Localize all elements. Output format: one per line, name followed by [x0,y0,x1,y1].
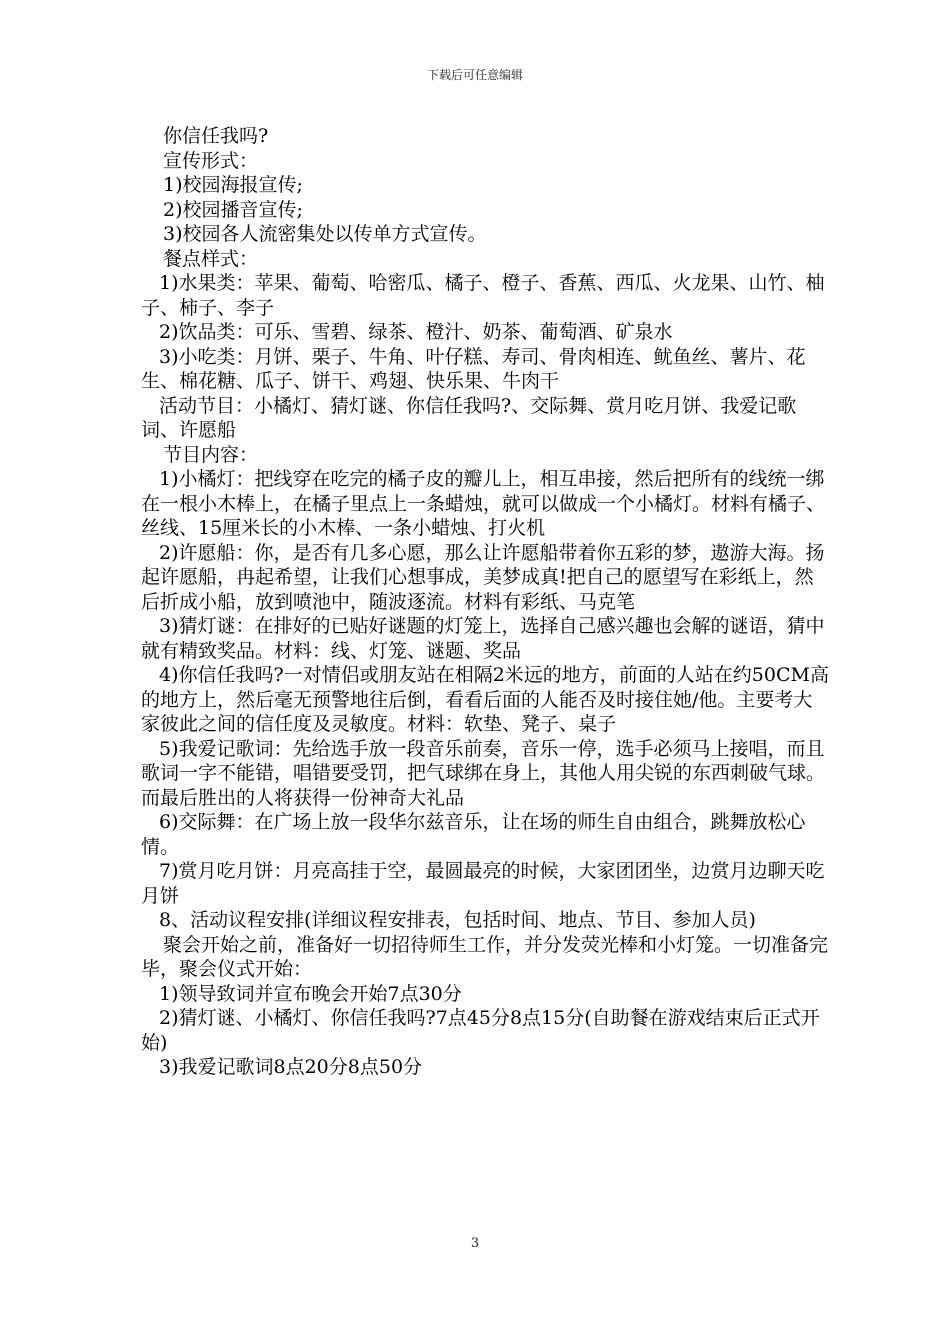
paragraph: 你信任我吗? [163,125,269,147]
list-item: 1)水果类：苹果、葡萄、哈密瓜、橘子、橙子、香蕉、西瓜、火龙果、山竹、柚子、柿子、李子 [141,272,825,319]
list-item: 5)我爱记歌词：先给选手放一段音乐前奏，音乐一停，选手必须马上接唱，而且歌词一字不能错，唱错要受罚，把气球绑在身上，其他人用尖锐的东西刺破气球。而最后胜出的人将获得一份神奇大礼品 [141,737,826,809]
paragraph: 聚会开始之前，准备好一切招待师生工作，并分发荧光棒和小灯笼。一切准备完毕，聚会仪式开始： [141,933,829,980]
paragraph: 节目内容： [163,443,259,466]
list-item: 2)饮品类：可乐、雪碧、绿茶、橙汁、奶茶、葡萄酒、矿泉水 [159,321,673,343]
list-item: 3)猜灯谜：在排好的已贴好谜题的灯笼上，选择自己感兴趣也会解的谜语，猜中就有精致奖品。材料：线、灯笼、谜题、奖品 [141,615,825,662]
list-item: 6)交际舞：在广场上放一段华尔兹音乐，让在场的师生自由组合，跳舞放松心情。 [141,811,806,858]
section-heading: 8、活动议程安排(详细议程安排表，包括时间、地点、节目、参加人员) [159,909,756,931]
list-item: 4)你信任我吗?一对情侣或朋友站在相隔2米远的地方，前面的人站在约50CM高的地方上，然后毫无预警地往后倒，看看后面的人能否及时接住她/他。主要考大家彼此之间的信任度及灵敏度。材料：软垫、凳子、桌子 [141,664,829,735]
list-item: 2)许愿船：你，是否有几多心愿，那么让许愿船带着你五彩的梦，遨游大海。扬起许愿船，冉起希望，让我们心想事成，美梦成真!把自己的愿望写在彩纸上，然后折成小船，放到喷池中，随波逐流。材料有彩纸、马克笔 [141,541,825,613]
page-number: 3 [470,1236,480,1251]
paragraph: 宣传形式： [163,149,259,172]
list-item: 1)校园海报宣传; [163,174,303,196]
page-header: 下载后可任意编辑 [426,68,523,82]
list-item: 2)校园播音宣传; [163,198,303,221]
list-item: 1)小橘灯：把线穿在吃完的橘子皮的瓣儿上，相互串接，然后把所有的线统一绑在一根小木棒上，在橘子里点上一条蜡烛，就可以做成一个小橘灯。材料有橘子、丝线、15厘米长的小木棒、一条小蜡烛、打火机 [141,468,826,539]
list-item: 3)小吃类：月饼、栗子、牛角、叶仔糕、寿司、骨肉相连、鱿鱼丝、薯片、花生、棉花糖、瓜子、饼干、鸡翅、快乐果、牛肉干 [141,345,806,392]
paragraph: 餐点样式： [163,247,259,270]
document-body [141,124,831,1080]
list-item: 1)领导致词并宣布晚会开始7点30分 [159,982,462,1005]
list-item: 7)赏月吃月饼：月亮高挂于空，最圆最亮的时候，大家团团坐，边赏月边聊天吃月饼 [141,860,825,907]
list-item: 3)我爱记歌词8点20分8点50分 [159,1056,423,1078]
list-item: 3)校园各人流密集处以传单方式宣传。 [163,223,487,245]
paragraph: 活动节目：小橘灯、猜灯谜、你信任我吗?、交际舞、赏月吃月饼、我爱记歌词、许愿船 [141,394,797,441]
list-item: 2)猜灯谜、小橘灯、你信任我吗?7点45分8点15分(自助餐在游戏结束后正式开始) [141,1007,820,1054]
